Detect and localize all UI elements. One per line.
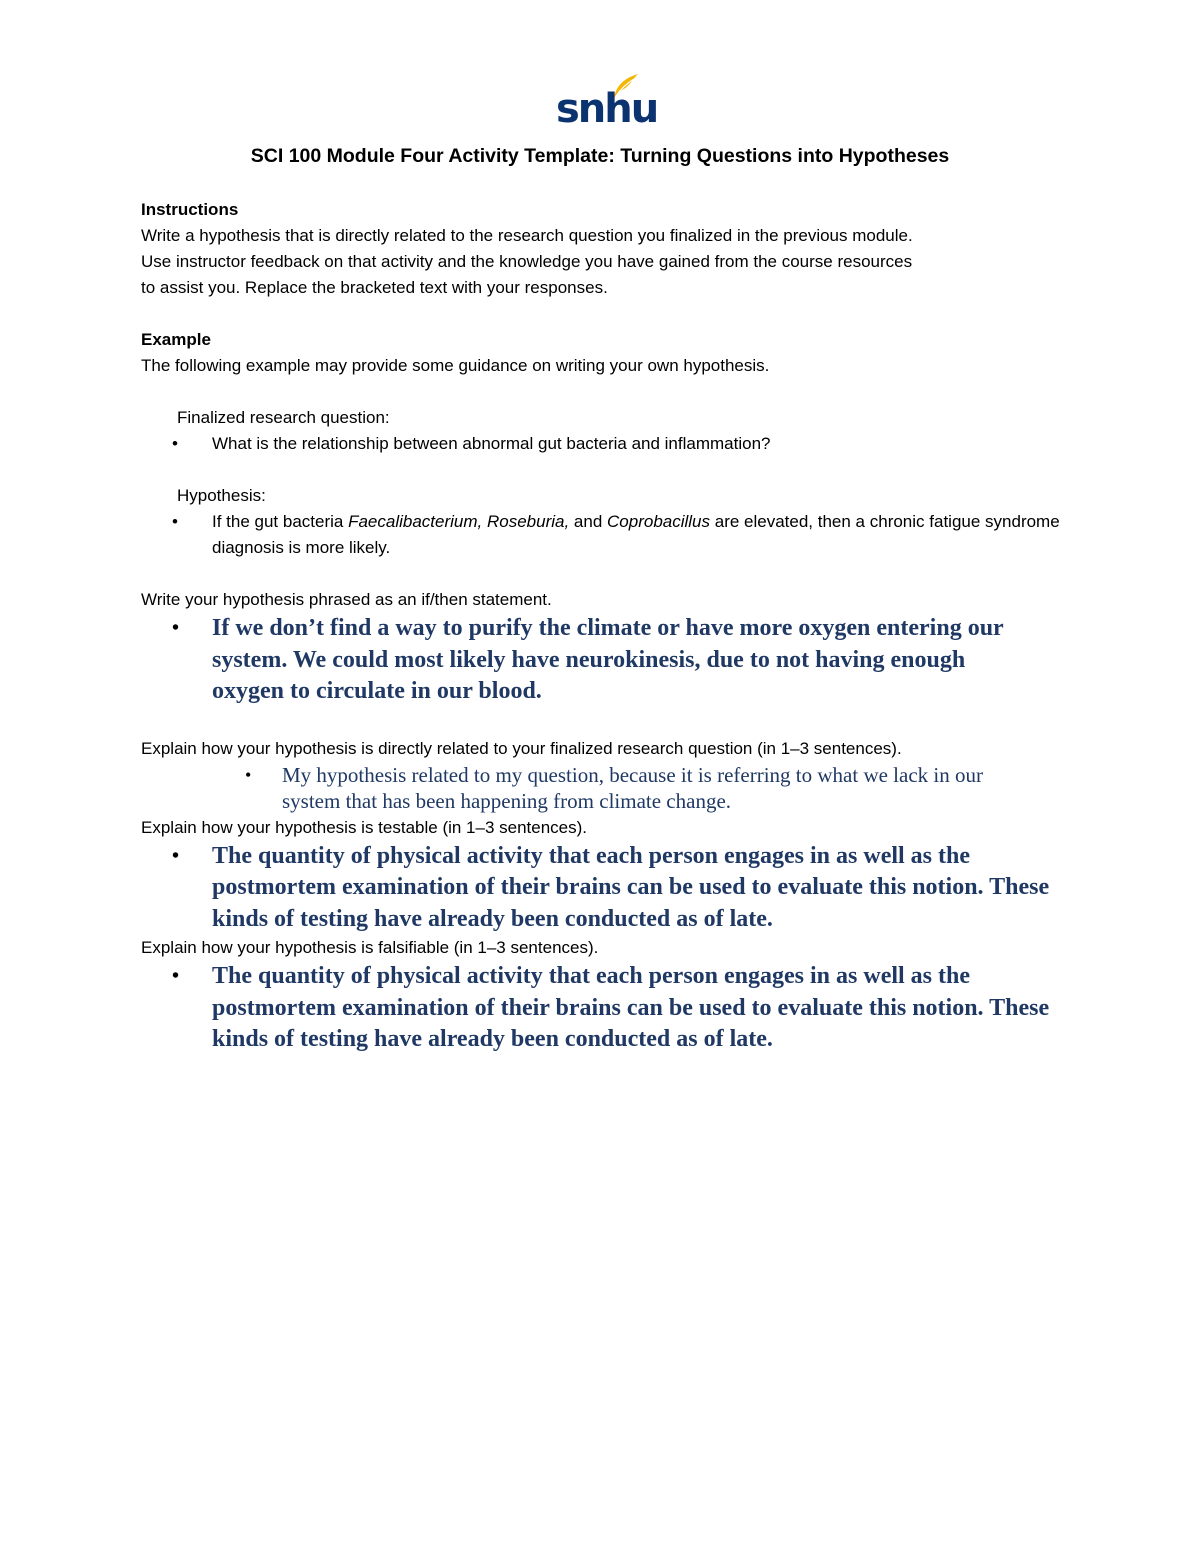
example-hypothesis: • If the gut bacteria Faecalibacterium, Roseburia, and Coprobacillus are elevated, then a chronic fatigue syndrome diagnosis is more likely.: [141, 509, 1071, 561]
answer-testable: • The quantity of physical activity that each person engages in as well as the postmortem examination of their brains can be used to evaluate this notion. These kinds of testing have already been conducted as of late.: [141, 841, 1071, 936]
answer-list: [141, 613, 1071, 708]
prompt-related: Explain how your hypothesis is directly related to your finalized research question (in 1–3 sentences).: [141, 738, 902, 758]
answer-list: [141, 961, 1071, 1056]
answer-list: [141, 762, 1071, 815]
instructions-line: Write a hypothesis that is directly related to the research question you finalized in the previous module.: [141, 226, 913, 245]
answer-related: • My hypothesis related to my question, because it is referring to what we lack in our system that has been happening from climate change.: [141, 762, 1071, 815]
question-list: [141, 431, 1071, 457]
answer-falsifiable: • The quantity of physical activity that each person engages in as well as the postmortem examination of their brains can be used to evaluate this notion. These kinds of testing have already been conducted as of late.: [141, 961, 1071, 1056]
answer-if-then: • If we don’t find a way to purify the climate or have more oxygen entering our system. We could most likely have neurokinesis, due to not having enough oxygen to circulate in our blood.: [141, 613, 1071, 708]
instructions-line: Use instructor feedback on that activity and the knowledge you have gained from the course resources: [141, 252, 913, 271]
answer-list: [141, 841, 1071, 936]
question-label: Finalized research question:: [177, 408, 390, 427]
example-question: • What is the relationship between abnormal gut bacteria and inflammation?: [141, 431, 1071, 457]
logo-wordmark: snhu: [556, 86, 658, 132]
prompt-falsifiable: Explain how your hypothesis is falsifiable (in 1–3 sentences).: [141, 938, 599, 957]
snhu-logo: [552, 72, 658, 134]
prompt-testable: Explain how your hypothesis is testable (in 1–3 sentences).: [141, 817, 588, 837]
document-body: [141, 197, 1071, 1056]
example-intro: The following example may provide some guidance on writing your own hypothesis.: [141, 356, 770, 375]
instructions-heading: Instructions: [141, 200, 239, 219]
example-heading: Example: [141, 330, 211, 349]
document-title: SCI 100 Module Four Activity Template: Turning Questions into Hypotheses: [250, 145, 950, 167]
hypothesis-list: [141, 509, 1071, 561]
instructions-line: to assist you. Replace the bracketed text with your responses.: [141, 278, 608, 297]
hypothesis-label: Hypothesis:: [177, 486, 266, 505]
prompt-if-then: Write your hypothesis phrased as an if/then statement.: [141, 590, 552, 609]
